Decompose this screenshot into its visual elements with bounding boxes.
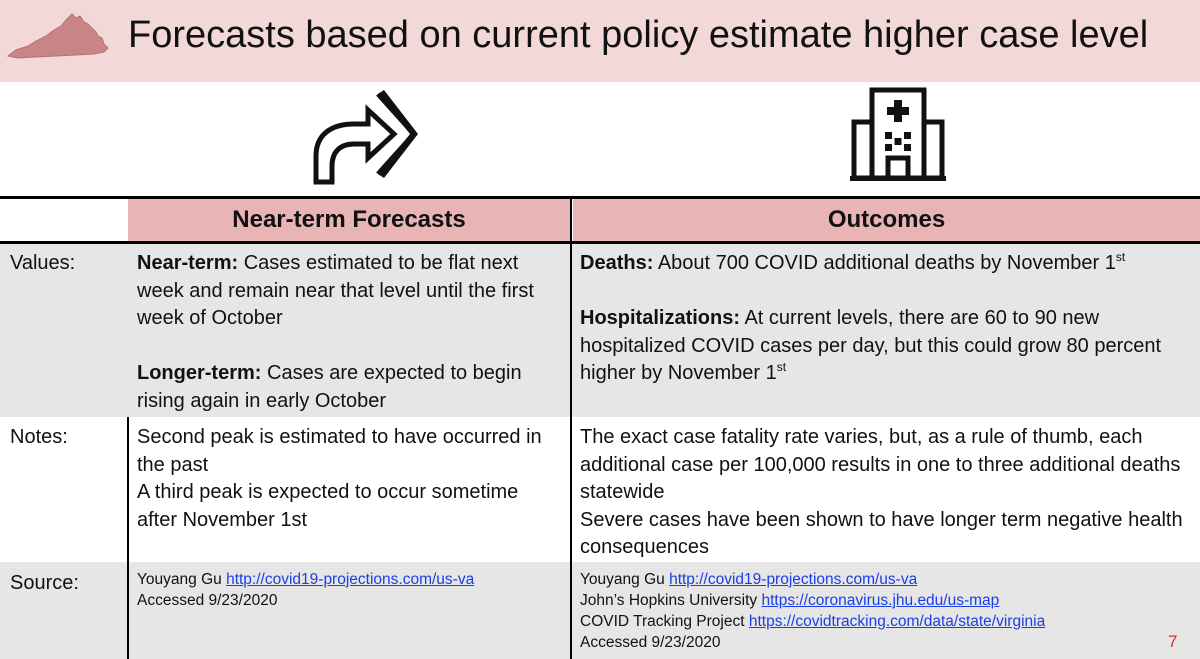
- source-name: COVID Tracking Project: [580, 613, 745, 630]
- longer-term-label: Longer-term:: [137, 362, 262, 384]
- deaths-text: About 700 COVID additional deaths by November 1: [653, 252, 1116, 274]
- header-near-term-forecasts: Near-term Forecasts: [128, 199, 570, 241]
- header-bottom-border: [0, 241, 1200, 244]
- header-outcomes: Outcomes: [573, 199, 1200, 241]
- virginia-state-map-icon: [6, 8, 110, 60]
- notes-outcomes-cell: [580, 424, 1195, 562]
- deaths-superscript: st: [1115, 250, 1126, 264]
- double-forward-arrow-icon: [306, 86, 418, 186]
- source-link[interactable]: http://covid19-projections.com/us-va: [669, 571, 918, 588]
- source-name: John’s Hopkins University: [580, 592, 758, 609]
- notes-near-term-cell: [137, 424, 562, 534]
- source-accessed: Accessed 9/23/2020: [137, 592, 278, 609]
- values-outcomes-cell: [580, 250, 1192, 388]
- hospitalizations-superscript: st: [776, 360, 787, 374]
- source-name: Youyang Gu: [137, 571, 222, 588]
- values-near-term-cell: [137, 250, 562, 415]
- source-link[interactable]: http://covid19-projections.com/us-va: [226, 571, 475, 588]
- note-third-peak: A third peak is expected to occur sometime after November 1st: [137, 481, 519, 531]
- source-left-cell: [137, 569, 474, 611]
- notes-label: Notes:: [10, 426, 68, 448]
- title-banner: [0, 0, 1200, 82]
- forecast-table: [0, 196, 1200, 659]
- source-right-cell: [580, 569, 1045, 653]
- values-label: Values:: [10, 252, 76, 274]
- longer-term-text: Cases are expected to begin rising again in early October: [137, 362, 522, 412]
- note-case-fatality: The exact case fatality rate varies, but, as a rule of thumb, each additional case per 100,000 results in one to three additional deaths statewide: [580, 426, 1181, 503]
- source-link[interactable]: https://covidtracking.com/data/state/virginia: [748, 613, 1046, 630]
- slide-title: Forecasts based on current policy estimate higher case level: [128, 14, 1149, 56]
- table-top-border: [0, 196, 1200, 199]
- hospital-building-icon: [848, 86, 948, 184]
- deaths-label: Deaths:: [580, 252, 654, 274]
- page-number: 7: [1168, 632, 1178, 651]
- source-label: Source:: [10, 572, 79, 594]
- column-divider: [570, 199, 572, 659]
- source-accessed: Accessed 9/23/2020: [580, 634, 721, 651]
- source-name: Youyang Gu: [580, 571, 665, 588]
- hospitalizations-text: At current levels, there are 60 to 90 new hospitalized COVID cases per day, but this could grow 80 percent higher by November 1: [580, 307, 1162, 384]
- hospitalizations-label: Hospitalizations:: [580, 307, 741, 329]
- near-term-label: Near-term:: [137, 252, 239, 274]
- note-severe-cases: Severe cases have been shown to have longer term negative health consequences: [580, 508, 1183, 558]
- label-column-divider: [127, 417, 129, 659]
- note-second-peak: Second peak is estimated to have occurred in the past: [137, 426, 542, 476]
- source-link[interactable]: https://coronavirus.jhu.edu/us-map: [761, 592, 1000, 609]
- near-term-text: Cases estimated to be flat next week and remain near that level until the first week of October: [137, 252, 534, 329]
